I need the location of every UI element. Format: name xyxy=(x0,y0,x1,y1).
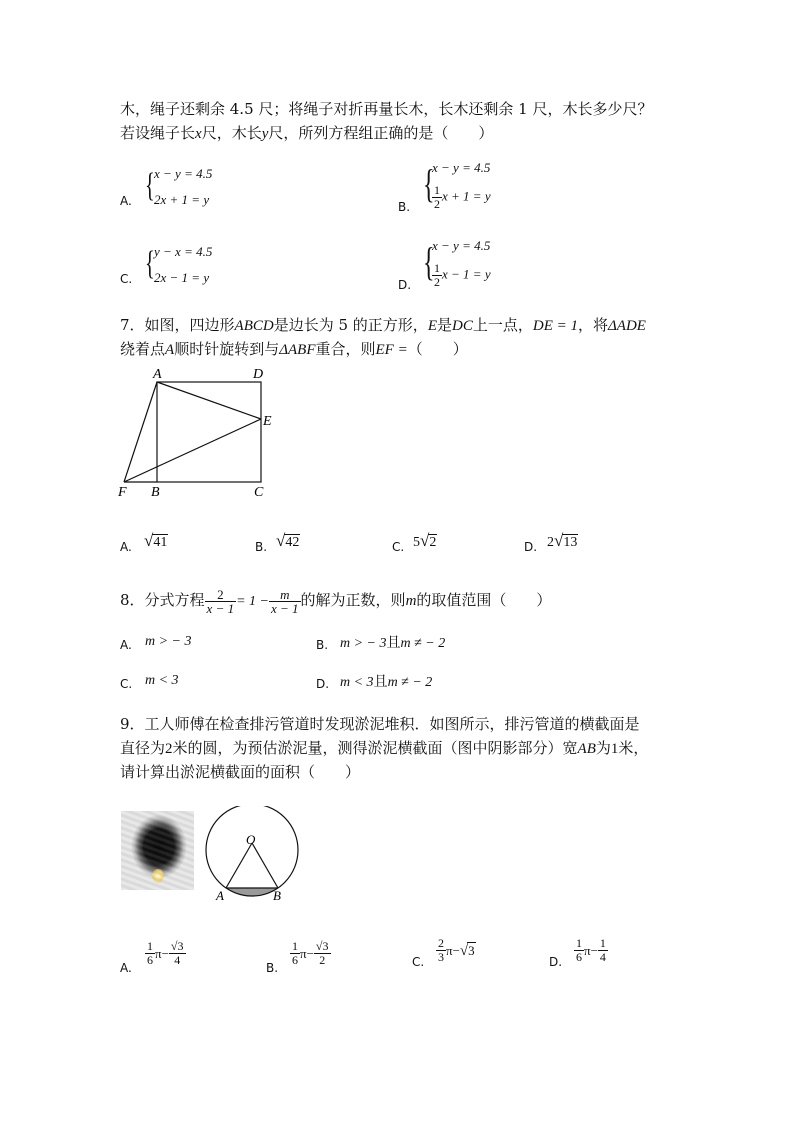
q7-option-d-value: 2√13 xyxy=(547,531,578,550)
q8-option-b-label: B. xyxy=(316,638,329,652)
q6-option-d-label: D. xyxy=(398,278,412,292)
q8-stem: 8．分式方程 $\frac{2}{x - 1}$ = 1 − $\frac{m}{x - 1}$ 的解为正数，则m的取值范围（ ） xyxy=(120,586,552,616)
q7-option-b-value: √42 xyxy=(276,531,300,550)
fraction: $\frac{1}{6}$ xyxy=(147,939,153,967)
var-x: x xyxy=(195,126,202,142)
q9-option-c-value: $\frac{2}{3}$ π−√3 xyxy=(438,936,475,964)
brace-icon: { xyxy=(145,245,155,282)
fraction: $\frac{1}{2}$ xyxy=(434,183,440,211)
q8-option-a-value: m > − 3 xyxy=(145,634,192,649)
q7-option-a-label: A. xyxy=(120,540,132,554)
q6-option-c-label: C. xyxy=(120,272,133,286)
q6-option-b-label: B. xyxy=(398,200,411,214)
brace-icon: { xyxy=(423,239,435,284)
brace-icon: { xyxy=(423,161,435,206)
q9-option-d-value: $\frac{1}{6}$ π− $\frac{1}{4}$ xyxy=(576,936,606,964)
q6-line1: 木，绳子还剩余 4.5 尺；将绳子对折再量长木，长木还剩余 1 尺，木长多少尺？ xyxy=(120,100,653,118)
q8-option-c-label: C. xyxy=(120,677,133,691)
q6-d-eq1: x − y = 4.5 xyxy=(432,238,491,253)
q7-option-b-label: B. xyxy=(255,540,268,554)
fraction: $\frac{1}{2}$ xyxy=(434,261,440,289)
fraction: $\frac{2}{3}$ xyxy=(438,936,444,964)
q9-line3: 请计算出淤泥横截面的面积（ ） xyxy=(120,763,361,781)
label-a: A xyxy=(153,367,162,382)
q8-option-b-value: m > − 3且m ≠ − 2 xyxy=(340,635,446,651)
q9-option-a-label: A. xyxy=(120,961,132,975)
segment-ob xyxy=(252,843,278,888)
label-o: O xyxy=(246,832,256,847)
q9-option-b-value: $\frac{1}{6}$ π− $\frac{√3}{2}$ xyxy=(292,939,329,967)
segment-ae xyxy=(157,382,261,419)
label-f: F xyxy=(118,485,127,500)
label-d: D xyxy=(253,367,264,382)
label-c: C xyxy=(254,485,264,500)
q7-option-d-label: D. xyxy=(524,540,538,554)
q9-option-d-label: D. xyxy=(549,955,563,969)
q7-option-c-value: 5√2 xyxy=(413,531,437,550)
q6-option-a-label: A. xyxy=(120,194,132,208)
q8-option-d-label: D. xyxy=(316,677,330,691)
fraction: $\frac{1}{6}$ xyxy=(292,939,298,967)
fraction: $\frac{1}{4}$ xyxy=(599,936,606,964)
q6-option-b-system xyxy=(423,160,543,216)
q6-line2-a: 若设绳子长 xyxy=(120,124,196,142)
q6-option-a-system xyxy=(145,166,265,216)
q8-option-d-value: m < 3且m ≠ − 2 xyxy=(340,674,433,690)
label-b: B xyxy=(151,485,160,500)
q6-line2-c: 尺，所列方程组正确的是（ ） xyxy=(268,124,494,142)
q7-line2: 绕着点A顺时针旋转到与ΔABF重合，则EF =（ ） xyxy=(120,340,468,358)
q8-option-c-value: m < 3 xyxy=(145,673,179,688)
q6-line2 xyxy=(120,121,493,146)
q7-option-a-value: √41 xyxy=(144,531,168,550)
q6-c-eq1: y − x = 4.5 xyxy=(154,244,213,259)
var-y: y xyxy=(261,126,269,142)
q9-line2: 直径为2米的圆，为预估淤泥量，测得淤泥横截面（图中阴影部分）宽AB为1米， xyxy=(120,739,649,757)
q7-line1: 7．如图，四边形ABCD是边长为 5 的正方形，E是DC上一点，DE = 1，将ΔADE xyxy=(120,316,646,334)
q6-option-d-system xyxy=(423,238,543,294)
q9-line1: 9．工人师傅在检查排污管道时发现淤泥堆积．如图所示，排污管道的横截面是 xyxy=(120,715,640,733)
fraction: $\frac{√3}{4}$ xyxy=(170,939,184,967)
q9-circle-figure xyxy=(200,806,304,904)
label-b: B xyxy=(273,888,281,903)
q9-option-c-label: C. xyxy=(412,955,425,969)
q6-c-eq2: 2x − 1 = y xyxy=(154,270,210,285)
pipe-circle xyxy=(206,806,298,896)
square-abcd xyxy=(157,382,261,482)
q7-option-c-label: C. xyxy=(392,540,405,554)
q9-option-b-label: B. xyxy=(266,961,279,975)
q6-a-eq1: x − y = 4.5 xyxy=(154,166,213,181)
q8-option-a-label: A. xyxy=(120,638,132,652)
label-a: A xyxy=(216,888,224,903)
fraction: $\frac{1}{6}$ xyxy=(576,936,582,964)
pipe-photo xyxy=(121,811,194,890)
fraction-2-over-x-minus-1: $\frac{2}{x - 1}$ xyxy=(206,586,235,616)
segment-oa xyxy=(226,843,252,888)
q6-b-eq2: $\frac{1}{2}$ x + 1 = y xyxy=(434,183,491,211)
q6-a-eq2: 2x + 1 = y xyxy=(154,192,210,207)
q6-option-c-system xyxy=(145,244,265,294)
brace-icon: { xyxy=(145,167,155,204)
segment-af xyxy=(124,382,157,482)
q7-square-figure xyxy=(110,362,290,502)
segment-fe xyxy=(124,419,261,482)
fraction-m-over-x-minus-1: $\frac{m}{x - 1}$ xyxy=(271,586,299,616)
fraction: $\frac{√3}{2}$ xyxy=(315,939,329,967)
q6-d-eq2: $\frac{1}{2}$ x − 1 = y xyxy=(434,261,491,289)
q6-b-eq1: x − y = 4.5 xyxy=(432,160,491,175)
q9-option-a-value: $\frac{1}{6}$ π− $\frac{√3}{4}$ xyxy=(147,939,184,967)
label-e: E xyxy=(263,414,272,429)
q6-line2-b: 尺，木长 xyxy=(201,124,262,142)
